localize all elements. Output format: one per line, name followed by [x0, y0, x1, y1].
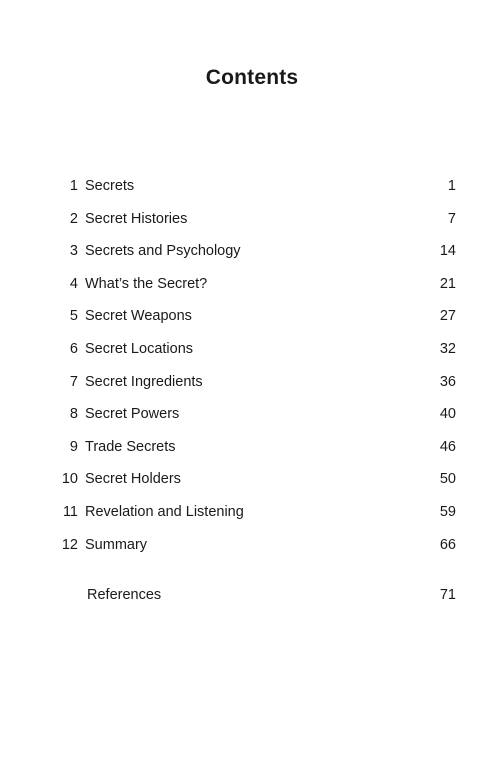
toc-entry[interactable] [0, 537, 504, 570]
toc-entry-title: Trade Secrets [85, 438, 176, 455]
toc-entry[interactable] [0, 374, 504, 407]
toc-entry-title: Secrets [85, 178, 135, 194]
toc-entry-number: 12 [61, 536, 78, 553]
toc-entry-references[interactable] [0, 587, 504, 609]
toc-entry-page: 40 [439, 406, 456, 423]
toc-entry-title: Secret Powers [85, 406, 180, 423]
toc-entry-page: 50 [439, 471, 456, 488]
toc-entry[interactable] [0, 276, 504, 309]
toc-entry[interactable] [0, 341, 504, 374]
toc-entry[interactable] [0, 406, 504, 439]
page-title: Contents [205, 66, 299, 89]
toc-entry[interactable] [0, 504, 504, 537]
toc-entry[interactable] [0, 308, 504, 341]
toc-entry-page: 27 [439, 308, 456, 325]
toc-entry-title: Summary [85, 536, 148, 553]
toc-entry[interactable] [0, 439, 504, 472]
toc-entry-page: 21 [439, 275, 456, 292]
toc-entry-page: 1 [447, 178, 456, 194]
toc-entry-page: 7 [447, 210, 456, 227]
toc-entry-number: 1 [69, 178, 78, 194]
toc-entry-number: 9 [69, 438, 78, 455]
toc-entry[interactable] [0, 471, 504, 504]
toc-entry-number: 10 [61, 471, 78, 488]
toc-entry-number: 4 [69, 275, 78, 292]
toc-entry-number: 11 [62, 503, 78, 520]
toc-entry-number: 3 [69, 243, 78, 260]
toc-entry-page: 71 [439, 587, 456, 603]
toc-entry-title: References [87, 587, 162, 603]
toc-entry-number: 6 [69, 340, 78, 357]
toc-entry-page: 66 [439, 536, 456, 553]
toc-entry-page: 36 [439, 373, 456, 390]
toc-entry-title: Secrets and Psychology [85, 243, 241, 260]
toc-entry-number: 5 [69, 308, 78, 325]
toc-entry-page: 59 [439, 503, 456, 520]
toc-entry[interactable] [0, 211, 504, 244]
toc-entry-page: 14 [439, 243, 456, 260]
toc-entry-number: 7 [69, 373, 78, 390]
toc-entry-page: 46 [439, 438, 456, 455]
toc-entry-title: Secret Holders [85, 471, 181, 488]
toc-entry-title: What’s the Secret? [85, 275, 208, 292]
toc-entry-title: Secret Histories [85, 210, 188, 227]
toc-entry-number: 8 [69, 406, 78, 423]
toc-entry-page: 32 [439, 340, 456, 357]
toc-entry-title: Secret Weapons [85, 308, 192, 325]
toc-entry[interactable] [0, 178, 504, 211]
toc-entry-number: 2 [69, 210, 78, 227]
toc-entry-title: Secret Locations [85, 340, 194, 357]
toc-entry-title: Revelation and Listening [85, 503, 244, 520]
table-of-contents [0, 178, 504, 569]
toc-entry-title: Secret Ingredients [85, 373, 203, 390]
toc-entry[interactable] [0, 243, 504, 276]
